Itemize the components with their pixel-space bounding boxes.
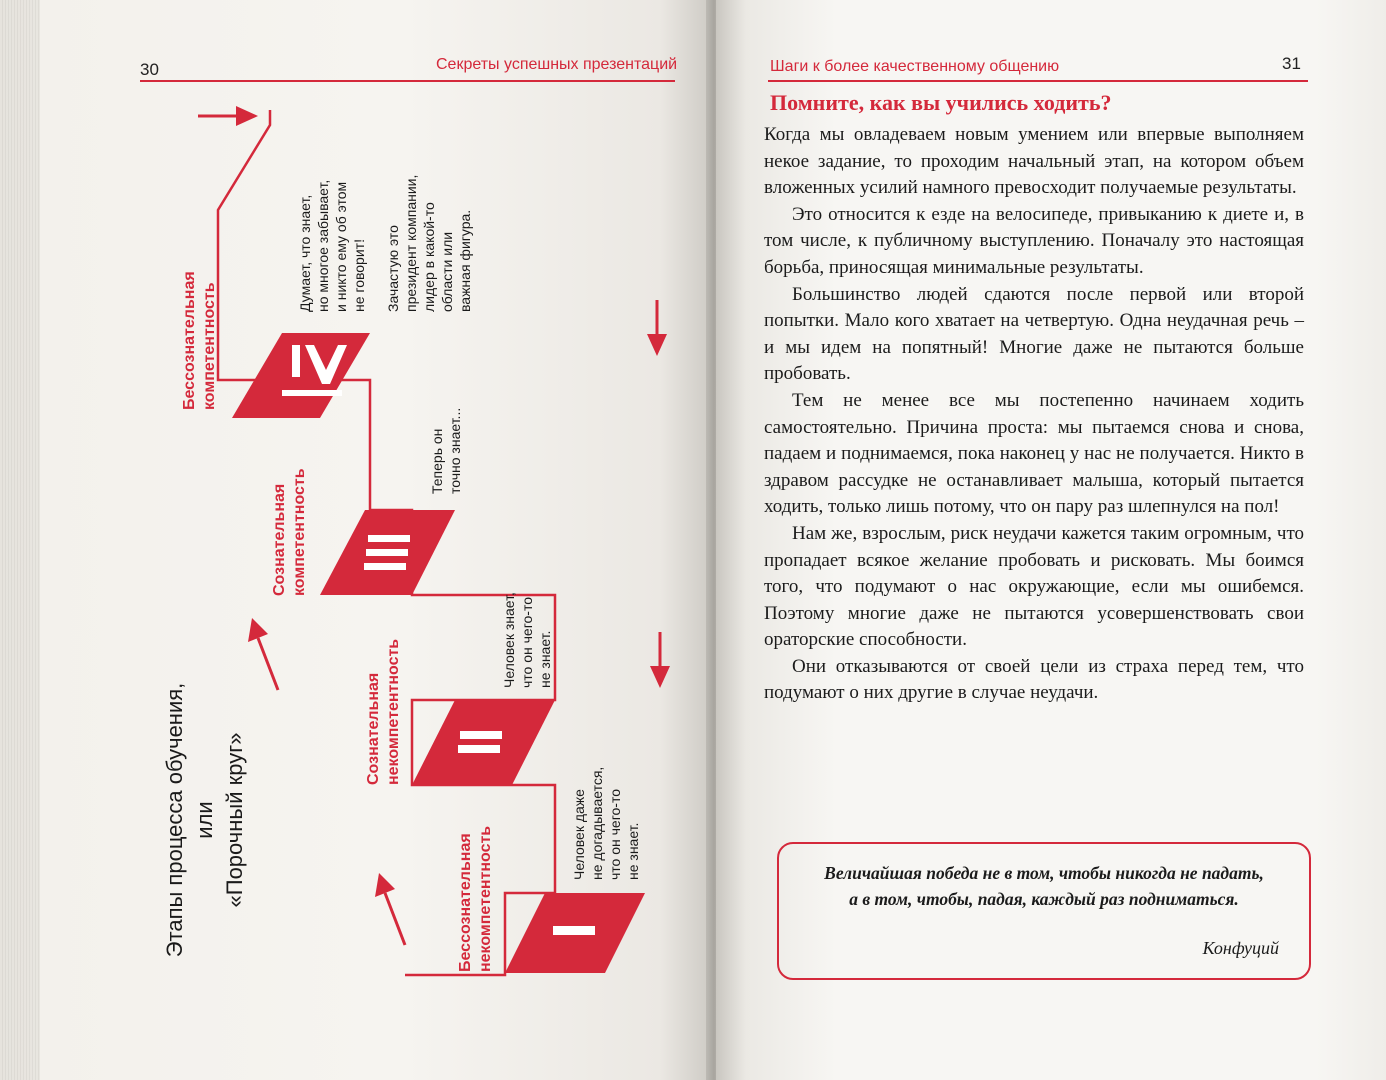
stage-1-desc-line: что он чего-то [607, 789, 623, 880]
stage-1-label-line2: некомпетентность [477, 825, 494, 972]
stage-2-bar-2 [458, 745, 500, 753]
stage-4-desc-line: Думает, что знает, [297, 194, 313, 312]
stage-2-label-line1: Сознательная [365, 672, 382, 785]
stage-1-desc-line: Человек даже [571, 789, 587, 880]
paragraph: Нам же, взрослым, риск неудачи кажется таким огромным, что пропадает всякое желание пробовать и рисковать. Мы боимся того, что подумают о нас окружающие, если мы ошибемся. Поэтому многие даже не пытаются усовершенствовать свои ораторские способности. [764, 522, 1304, 651]
quote-author: Конфуций [1202, 938, 1279, 958]
stage-1-desc-line: не догадывается, [589, 766, 605, 880]
stage-4-base [282, 390, 342, 396]
stage-3-desc [428, 408, 464, 494]
body-text [764, 122, 1304, 707]
stage-2-desc-line: не знает. [537, 630, 553, 688]
side-note-line: лидер в какой-то [421, 202, 437, 312]
left-running-head: Секреты успешных презентаций [436, 56, 678, 73]
stage-4-label-line2: компетентность [201, 282, 218, 410]
paragraph: Это относится к езде на велосипеде, привыканию к диете и, в том числе, к публичному выступлению. Поначалу это настоящая борьба, приносящая минимальные результаты. [764, 203, 1304, 278]
stage-4-label-line1: Бессознательная [181, 271, 198, 410]
stage-2-desc-line: что он чего-то [519, 597, 535, 688]
right-page-number: 31 [1282, 54, 1301, 73]
stage-3-bar-2 [366, 549, 408, 556]
stage-4-label [180, 271, 220, 410]
stage-2-bar-1 [460, 731, 502, 739]
right-running-head: Шаги к более качественному общению [770, 58, 1060, 75]
stage-1-label-line1: Бессознательная [457, 833, 474, 972]
stage-4-side-note [384, 175, 474, 312]
stage-2-desc [500, 592, 554, 688]
stage-4-bar-1 [292, 345, 300, 377]
quote-box [777, 842, 1311, 980]
paragraph: Тем не менее все мы постепенно начинаем ходить самостоятельно. Причина проста: мы пытаемся снова и снова, падаем и поднимаемся, пока наконец у нас не получается. Никто в здравом рассудке не останавливает малыша, который пытается ходить, только лишь потому, что он пару раз шлепнулся на пол! [764, 389, 1304, 518]
section-heading: Помните, как вы учились ходить? [770, 90, 1112, 115]
stage-4-desc [296, 180, 368, 312]
diagram-title-line2: или [192, 801, 217, 839]
paragraph: Они отказываются от своей цели из страха перед тем, что подумают о них другие в случае неудачи. [764, 655, 1304, 704]
side-note-line: важная фигура. [457, 209, 473, 312]
stage-1-desc [570, 767, 642, 880]
stage-1-bar [553, 926, 595, 935]
stage-2-desc-line: Человек знает, [501, 592, 517, 688]
arrow-down-lower [650, 632, 670, 688]
stage-4-desc-line: но многое забывает, [315, 179, 331, 312]
stage-4-desc-line: и никто ему об этом [333, 181, 349, 312]
stage-3-bar-1 [368, 535, 410, 542]
side-note-line: президент компании, [403, 174, 419, 312]
paragraph: Когда мы овладеваем новым умением или впервые выполняем некое задание, то проходим начальный этап, на котором объем вложенных усилий намного превосходит получаемые результаты. [764, 124, 1304, 199]
stage-3-label-line1: Сознательная [271, 483, 288, 596]
right-header-rule [768, 80, 1308, 82]
stage-3-label-line2: компетентность [291, 468, 308, 596]
paragraph: Большинство людей сдаются после первой или второй попытки. Мало кого хватает на четвертую. Одна неудачная речь – и мы идем на попятный! Многие даже не пытаются больше пробовать. [764, 283, 1304, 385]
diagram-title-line3: «Порочный круг» [222, 732, 247, 908]
arrow-up-middle [248, 618, 278, 690]
left-page-number: 30 [140, 60, 159, 79]
stage-2-block [412, 700, 555, 785]
stage-3-desc-line: точно знает... [447, 407, 463, 494]
stage-3-label [270, 468, 310, 596]
side-note-line: области или [439, 231, 455, 312]
stage-1-desc-line: не знает. [625, 822, 641, 880]
stage-3-bar-3 [364, 563, 406, 570]
stage-4-block [232, 333, 370, 418]
stage-3-desc-line: Теперь он [429, 428, 445, 494]
diagram-title-line1: Этапы процесса обучения, [162, 682, 187, 958]
stage-2-label [364, 639, 404, 785]
diagram-title [160, 655, 250, 985]
side-note-line: Зачастую это [385, 225, 401, 312]
arrow-right-top [198, 106, 258, 126]
arrow-down-upper [647, 300, 667, 356]
stage-1-label [456, 826, 496, 972]
arrow-up-bottom [375, 873, 405, 945]
stage-2-label-line2: некомпетентность [385, 638, 402, 785]
quote-text: Величайшая победа не в том, чтобы никогда не падать, а в том, чтобы, падая, каждый раз подниматься. [824, 863, 1264, 909]
stage-4-desc-line: не говорит! [351, 239, 367, 312]
